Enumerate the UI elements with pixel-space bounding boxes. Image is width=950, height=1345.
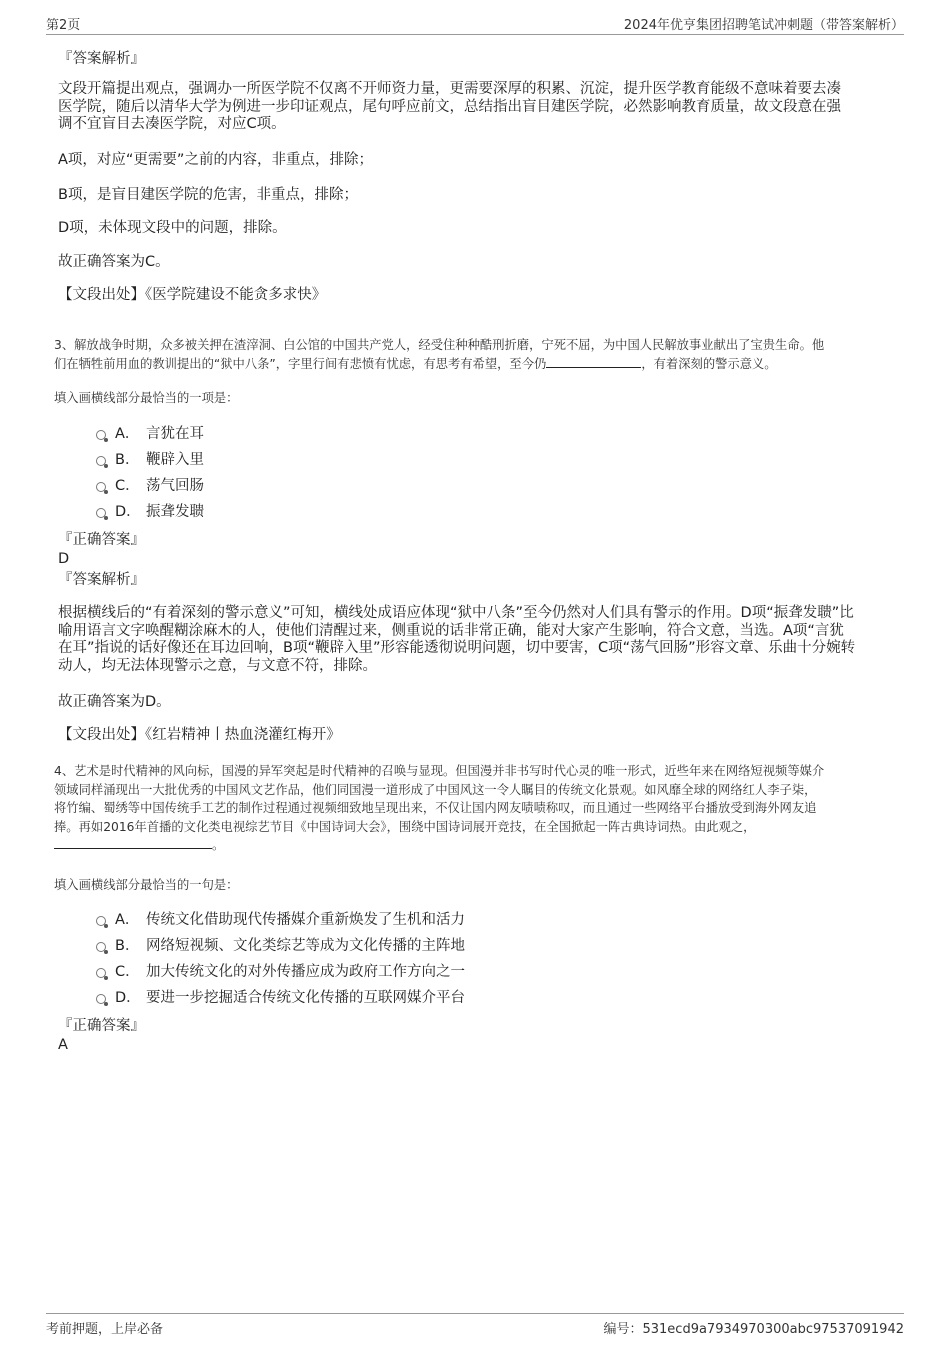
analysis-option-b: B项，是盲目建医学院的危害，非重点，排除； xyxy=(58,187,358,203)
question-4-stem xyxy=(54,762,898,855)
text-line: 医学院，随后以清华大学为例进一步印证观点，尾句呼应前文，总结指出盲目建医学院，必然影响教育质量，故文段意在强 xyxy=(58,98,841,115)
analysis-paragraph xyxy=(58,81,886,134)
text-line: 3、解放战争时期，众多被关押在渣滓洞、白公馆的中国共产党人，经受住种种酷刑折磨，宁死不屈，为中国人民解放事业献出了宝贵生命。他 xyxy=(54,338,825,352)
radio-button[interactable] xyxy=(96,456,106,466)
text-line: 将竹编、蜀绣等中国传统手工艺的制作过程通过视频细致地呈现出来，不仅让国内网友啧啧称叹，而且通过一些网络平台播放受到海外网友追 xyxy=(54,801,817,815)
question-3-stem xyxy=(54,336,898,373)
page-header xyxy=(46,14,904,35)
page-footer xyxy=(46,1313,904,1338)
text-line: 根据横线后的“有着深刻的警示意义”可知，横线处成语应体现“狱中八条”至今仍然对人们具有警示的作用。D项“振聋发聩”比 xyxy=(58,605,854,621)
analysis-label: 『答案解析』 xyxy=(58,51,145,67)
text-line: 们在牺牲前用血的教训提出的“狱中八条”，字里行间有悲愤有忧虑，有思考有希望，至今仍 ，有着深刻的警示意义。 xyxy=(54,356,777,371)
footer-slogan: 考前押题，上岸必备 xyxy=(46,1322,164,1337)
text-line: 调不宜盲目去凑医学院，对应C项。 xyxy=(58,116,286,132)
fill-blank xyxy=(54,836,212,849)
correct-answer-label: 『正确答案』 xyxy=(58,532,145,548)
text-line: 。 xyxy=(54,836,898,855)
analysis-conclusion: 故正确答案为C。 xyxy=(58,254,170,270)
fill-blank xyxy=(546,355,641,368)
radio-button[interactable] xyxy=(96,430,106,440)
text-line: 领域同样涌现出一大批优秀的中国风文艺作品，他们同国漫一道形成了中国风这一令人瞩目的传统文化景观。如风靡全球的网络红人李子柒， xyxy=(54,782,817,797)
text-line: 文段开篇提出观点，强调办一所医学院不仅离不开师资力量，更需要深厚的积累、沉淀，提升医学教育能级不意味着要去凑 xyxy=(58,81,841,97)
text-line: 在耳”指说的话好像还在耳边回响，B项“鞭辟入里”形容能透彻说明问题，切中要害，C项“荡气回肠”形容文章、乐曲十分婉转 xyxy=(58,640,856,656)
radio-button[interactable] xyxy=(96,994,106,1004)
radio-button[interactable] xyxy=(96,968,106,978)
text-line: 喻用语言文字唤醒糊涂麻木的人，使他们清醒过来，侧重说的话非常正确，能对大家产生影响，符合文意，当选。A项“言犹 xyxy=(58,622,844,639)
analysis-option-d: D项，未体现文段中的问题，排除。 xyxy=(58,220,287,236)
document-serial: 编号：531ecd9a7934970300abc97537091942 xyxy=(603,1322,904,1337)
correct-answer: A xyxy=(58,1037,68,1053)
radio-button[interactable] xyxy=(96,482,106,492)
text-source: 【文段出处】《医学院建设不能贪多求快》 xyxy=(58,287,327,303)
analysis-conclusion: 故正确答案为D。 xyxy=(58,694,171,710)
analysis-option-a: A项，对应“更需要”之前的内容，非重点，排除； xyxy=(58,152,373,168)
analysis-paragraph xyxy=(58,605,886,675)
correct-answer: D xyxy=(58,551,70,567)
text-line: 捧。再如2016年首播的文化类电视综艺节目《中国诗词大会》，围绕中国诗词展开竞技，在全国掀起一阵古典诗词热。由此观之， xyxy=(54,819,756,834)
radio-button[interactable] xyxy=(96,508,106,518)
text-line: 4、艺术是时代精神的风向标，国漫的异军突起是时代精神的召唤与显现。但国漫并非书写时代心灵的唯一形式，近些年来在网络短视频等媒介 xyxy=(54,764,825,778)
radio-button[interactable] xyxy=(96,916,106,926)
text-source: 【文段出处】《红岩精神丨热血浇灌红梅开》 xyxy=(58,727,341,743)
text-line: 动人，均无法体现警示之意，与文意不符，排除。 xyxy=(58,657,377,674)
document-title: 2024年优亨集团招聘笔试冲刺题（带答案解析） xyxy=(623,18,904,33)
correct-answer-label: 『正确答案』 xyxy=(58,1018,145,1034)
radio-button[interactable] xyxy=(96,942,106,952)
page-number: 第2页 xyxy=(46,18,81,33)
question-4-instruction: 填入画横线部分最恰当的一句是： xyxy=(54,878,239,892)
analysis-label: 『答案解析』 xyxy=(58,572,145,588)
question-3-instruction: 填入画横线部分最恰当的一项是： xyxy=(54,391,239,405)
